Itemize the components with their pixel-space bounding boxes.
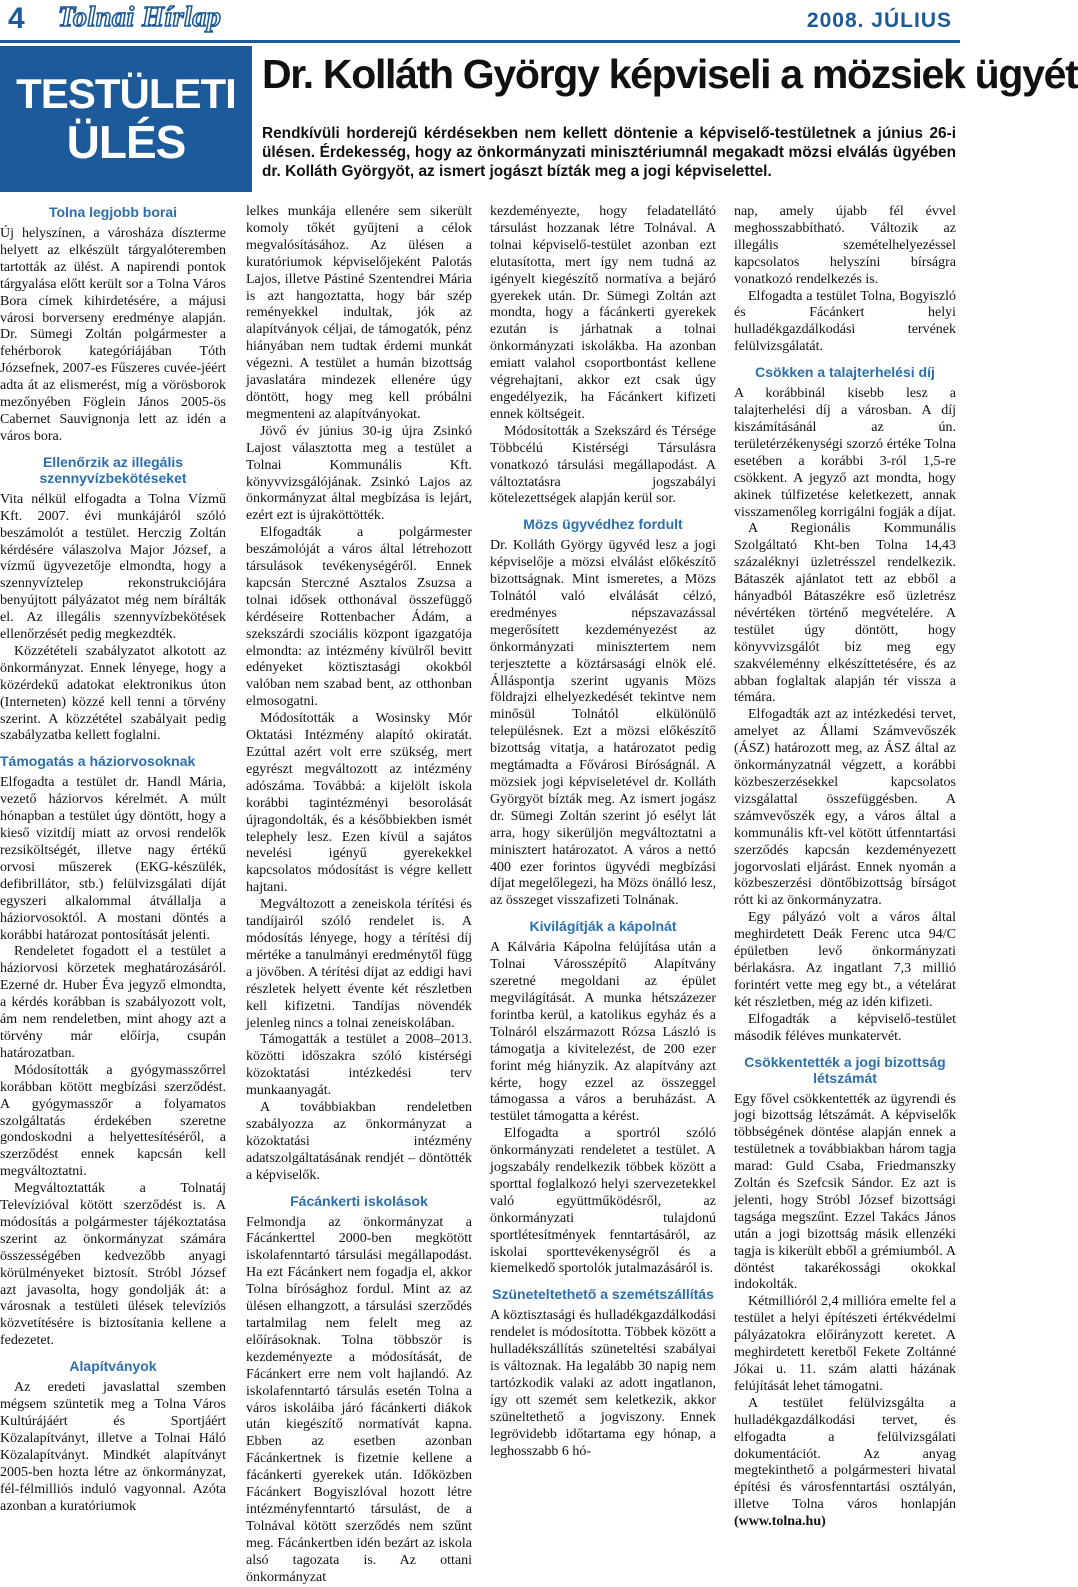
paragraph: A köztisztasági és hulladékgazdálkodási rendelet is módosította. Többek között a hulladékszállítás szüneteltési szabályai is változnak. Ha legalább 30 napig nem tartózkodik valaki az adott ingatlanon, így ott szemét sem keletkezik, akkor szüneltethető a jogviszony. Ennek legrövidebb időtartama egy hónap, a leghosszabb 6 hó- bbox=[490, 1308, 716, 1459]
subheading: Szüneteltethető a szemétszállítás bbox=[492, 1286, 714, 1303]
paragraph: Dr. Kolláth György ügyvéd lesz a jogi képviselője a mözsi elválást előkészítő bizottságnak. Mint ismeretes, a Mözs Tolnától való elválását célzó, eredményes népszavazással megerősített kezdeményezést az önkormányzati minisztertem nem terjesztette a köztársasági elnök elé. Álláspontja szerint ugyanis Mözs földrajzi elhelyezkedését tekintve nem minősül Tolnától elkülönülő településnek. Ezt a mözsi előkészítő bizottság vitatja, a határozatot pedig megtámadta a Fővárosi Bíróságnál. A mözsiek jogi képviseletével dr. Kolláth Györgyöt bízták meg. Az ismert jogász dr. Sümegi Zoltán szerint jó esélyt lát arra, hogy sikerüljön megváltoztatni a minisztert határozatot. A város a nettó 400 ezer forintos ügyvédi megbízási díjat megelőlegezi, ha Mözs önálló lesz, az összeget visszafizeti Tolnának. bbox=[490, 538, 716, 909]
website-url[interactable]: (www.tolna.hu) bbox=[734, 1514, 826, 1530]
paragraph: Módosították a Wosinsky Mór Oktatási Intézmény alapító okiratát. Ezúttal azért volt erre szükség, mert egyrészt megváltozott az intézmény adószáma. Továbbá: a kijelölt iskola korábbi tagintézményi besorolását újragondolták, és a későbbiekben ismét telephely lesz. Ezen kívül a sajátos nevelési igényű gyerekekkel kapcsolatos módosítást is végre kellett hajtani. bbox=[246, 711, 472, 896]
header-rule bbox=[0, 40, 960, 43]
article-lead: Rendkívüli horderejű kérdésekben nem kellett döntenie a képviselő-testületnek a június 26-i ülésen. Érdekesség, hogy az önkormányzati minisztériumnál megakadt mözsi elválás ügyében dr. Kolláth Györgyöt, az ismert jogászt bízták meg a jogi képviselettel. bbox=[262, 125, 956, 180]
page-header bbox=[0, 0, 960, 42]
paragraph: Közzétételi szabályzatot alkotott az önkormányzat. Ennek lényege, hogy a közérdekű adatokat elektronikus úton (Interneten) közzé kell tenni a törvény szerint. A közzététel szabályait pedig szabályzatba kellett foglalni. bbox=[0, 643, 226, 744]
subheading: Csökkentették a jogi bizottság létszámát bbox=[744, 1053, 946, 1086]
paragraph: Elfogadta a testület dr. Handl Mária, vezető háziorvos kérelmét. A múlt hónapban a testület úgy döntött, hogy a kieső vizitdíj miatt az orvosi rendelők rezsiköltségét, illetve nagy értékű orvosi műszerek (EKG-készülék, defibrillátor, stb.) felülvizsgálati díját egyszeri alkalommal átvállalja a háziorvosoktól. A mostani döntés a korábbi határozat pontosítását jelenti. bbox=[0, 775, 226, 943]
section-label-line2: ÜLÉS bbox=[66, 116, 186, 168]
paragraph: Egy fővel csökkentették az ügyrendi és jogi bizottság létszámát. A képviselők többségének döntése alapján ennek a testületnek a továbbiakban három tagja marad: Guld Csaba, Friedmanszky Zoltán és Szefcsik Sándor. Ez azt is jelenti, hogy Stróbl József bizottsági tagsága megszűnt. Ezzel Takács János után a jogi bizottság másik ellenzéki tagja is kikerült ebből a grémiumból. A döntést takarékossági okokkal indokolták. bbox=[734, 1091, 956, 1293]
subheading: Támogatás a háziorvosoknak bbox=[0, 753, 196, 770]
paragraph: Megváltozott a zeneiskola térítési és tandíjairól szóló rendelet is. A módosítás lényege, hogy a térítési díj mértéke a tanulmányi eredménytől függ a jövőben. A térítési díjat az eddigi havi részletek helyett évente két részletben kell kifizetni. Tandíjas növendék jelenleg nincs a tolnai zeneiskolában. bbox=[246, 897, 472, 1031]
paragraph: Módosították a Szekszárd és Térsége Többcélú Kistérségi Társulásra vonatkozó társulási megállapodást. A változtatásra jogszabályi kötelezettségek alapján kerül sor. bbox=[490, 423, 716, 507]
column-2 bbox=[246, 204, 472, 1585]
paragraph: Vita nélkül elfogadta a Tolna Vízmű Kft. 2007. évi munkájáról szóló beszámolót a testület. Herczig Zoltán kérdésére válaszolva Major József, a vízmű ügyvezetője elmondta, hogy a szennyvíztelep rekonstrukciójára benyújtott pályázatot még nem bírálták el. Az illegális szennyvízbekötések ellenőrzését pedig megkezdték. bbox=[0, 491, 226, 643]
paragraph: Támogatták a testület a 2008–2013. közötti időszakra szóló kistérségi közoktatási intézkedési terv munkaanyagát. bbox=[246, 1032, 472, 1099]
paragraph: Kétmillióról 2,4 millióra emelte fel a testület a helyi építészeti értékvédelmi pályázatokra előirányzott keretet. A meghirdetett keretből Fekete Zoltánné Jókai u. 11. szám alatti házának felújítását lehet támogatni. bbox=[734, 1294, 956, 1394]
paragraph: Új helyszínen, a városháza díszterme helyett az elkészült tárgyalóteremben tartották az ülést. A napirendi pontok tárgyalása előtt került sor a Tolna Város Bora címek kihirdetésére, a májusi városi borverseny eredménye alapján. Dr. Sümegi Zoltán polgármester a fehérborok kategóriájában Tóth Józsefnek, 2007-es Fűszeres cuvée-jéért adta át az elismerést, míg a vörösborok mezőnyében Föglein János 2005-ös Cabernet Sauvignonja lett az idén a város bora. bbox=[0, 226, 226, 444]
section-label bbox=[0, 46, 252, 192]
subheading: Csökken a talajterhelési díj bbox=[755, 364, 935, 381]
subheading: Tolna legjobb borai bbox=[48, 204, 178, 220]
subheading: Mözs ügyvédhez fordult bbox=[523, 516, 683, 533]
paragraph: Elfogadták a képviselő-testület második féléves munkatervét. bbox=[734, 1011, 956, 1044]
subheading: Kivilágítják a kápolnát bbox=[529, 918, 677, 935]
paragraph: A Kálvária Kápolna felújítása után a Tolnai Városszépítő Alapítvány szeretné megoldani az épület megvilágítását. A munka hétszázezer forintba kerül, a katolikus egyház és a Tolnáról elszármazott Rózsa László is támogatja a kivitelezést, de 200 ezer forint még hiányzik. Az alapítvány azt kérte, hogy ezzel az összeggel támogassa a város a beruházást. A testület támogatta a kérést. bbox=[490, 940, 716, 1125]
masthead-logo: Tolnai Hírlap bbox=[58, 2, 222, 33]
paragraph: Felmondja az önkormányzat a Fácánkerttel 2000-ben megkötött iskolafenntartó társulási megállapodást. Ha ezt Fácánkert nem fogadja el, akkor Tolna bírósághoz fordul. Mint az az ülésen elhangzott, a társulási szerződés tartalmilag nem felelt meg az előírásoknak. Tolna többször is kezdeményezte a módosítását, de Fácánkert erre nem volt hajlandó. Az iskolafenntartó társulás esetén Tolna a város iskoláiba járó fácánkerti diákok után kiegészítő normatívát kapna. Ebben az esetben azonban Fácánkertnek is fizetnie kellene a fácánkerti gyerekek után. Időközben Fácánkert Bogyiszlóval hozott létre intézményfenntartó társulást, de a Tolnával kötött szerződés nem szűnt meg. Fácánkertben idén bezárt az iskola alsó tagozata is. Az ottani önkormányzat bbox=[246, 1214, 472, 1585]
subheading: Ellenőrzik az illegális szennyvízbekötéseket bbox=[39, 453, 187, 486]
paragraph: Módosították a gyógymasszőrrel korábban kötött megbízási szerződést. A gyógymasszőr a folyamatos szolgáltatás érdekében szeretne gondoskodni a helyettesítéséről, a szerződést ennek kapcsán kell megváltoztatni. bbox=[0, 1062, 226, 1180]
paragraph: Elfogadta a testület Tolna, Bogyiszló és Fácánkert helyi hulladékgazdálkodási tervének felülvizsgálatát. bbox=[734, 288, 956, 355]
paragraph-text: A testület felülvizsgálta a hulladékgazdálkodási tervet, és elfogadta a felülvizsgálati dokumentációt. Az anyag megtekinthető a polgármesteri hivatal építési és városfenntartási osztályán, illetve Tolna város honlapján bbox=[734, 1395, 956, 1513]
section-label-line1: TESTÜLETI bbox=[16, 70, 236, 117]
paragraph: Megváltoztatták a Tolnatáj Televízióval kötött szerződést is. A módosítás a polgármester tájékoztatása szerint az önkormányzat számára összességében kedvezőbb anyagi körülményeket biztosít. Stróbl József azt javasolta, hogy gondolják át: a városnak a testületi ülések televíziós közvetítésére is biztosítania kellene a fedezetet. bbox=[0, 1181, 226, 1349]
paragraph: nap, amely újabb fél évvel meghosszabbítható. Változik az illegális szemételhelyezéssel kapcsolatos helyszíni bírságra vonatkozó rendelkezés is. bbox=[734, 204, 956, 287]
page-number: 4 bbox=[8, 2, 25, 35]
paragraph: lelkes munkája ellenére sem sikerült komoly tőkét gyűjteni a célok megvalósításához. Az ülésen a kuratóriumok képviselőjeként Palotás Lajos, illetve Pástiné Szentendrei Mária is azt hangoztatta, hogy bár szép reményekkel indultak, jók az alapítványok céljai, de támogatók, pénz hiányában nem tudtak érdemi munkát végezni. A testület a humán bizottság javaslatára mindezek ellenére úgy döntött, hogy meg kell próbálni megmenteni az alapítványokat. bbox=[246, 204, 472, 422]
paragraph: Elfogadták a polgármester beszámolóját a város által létrehozott társulások tevékenységéről. Ennek kapcsán Sterczné Asztalos Zsuzsa a tolnai idősek otthonával összefüggő kérdéseire Rottenbacher Ádám, a szekszárdi szociális központ igazgatója elmondta: az intézmény kívülről bevitt edényeket köztisztasági okokból valóban nem szabad bent, az otthonban elmosogatni. bbox=[246, 525, 472, 710]
paragraph: A korábbinál kisebb lesz a talajterhelési díj a városban. A díj kiszámításánál az ún. területérzékenységi szorzó értéke Tolna esetében a korábbi 3-ról 1,5-re csökkent. A jegyző azt mondta, hogy akinek túlfizetése keletkezett, annak visszamenőleg korrigálni fogják a díjat. bbox=[734, 386, 956, 520]
paragraph: A Regionális Kommunális Szolgáltató Kht-ben Tolna 14,43 százaléknyi üzletrésszel rendelkezik. Bátaszék ajánlatot tett az ebből a hányadból Bátaszékre eső üzletrész névértéken történő megvételére. A testület úgy döntött, hogy könyvvizsgálót bíz meg egy szakvéleménny elkészíttetésére, és az abban foglaltak alapján tér vissza a témára. bbox=[734, 521, 956, 706]
paragraph: A továbbiakban rendeletben szabályozza az önkormányzat a közoktatási intézmény adatszolgáltatásának rendjét – döntötték a képviselők. bbox=[246, 1100, 472, 1183]
paragraph: Egy pályázó volt a város által meghirdetett Deák Ferenc utca 94/C épületben levő önkormányzati bérlakásra. Az ingatlant 7,3 millió forintért vette meg egy bt., a vételárat két részletben, még az idén kifizeti. bbox=[734, 910, 956, 1010]
paragraph bbox=[734, 1396, 956, 1531]
column-4 bbox=[734, 204, 956, 1530]
column-3 bbox=[490, 204, 716, 1459]
paragraph: Elfogadta a sportról szóló önkormányzati rendeletet a testület. A jogszabály rendelkezik többek között a sporttal foglalkozó helyi szervezetekkel való együttműködésről, az önkormányzati tulajdonú sportlétesítmények fenntartásáról, az iskolai sporttevékenységről és a kiemelkedő sportolók jutalmazásáról is. bbox=[490, 1126, 716, 1277]
paragraph: Rendeletet fogadott el a testület a háziorvosi körzetek meghatározásáról. Ezerné dr. Huber Éva jegyző elmondta, a kérdés korábban is szabályozott volt, ám nem rendeletben, mint ahogy azt a törvény már előírja, csupán határozatban. bbox=[0, 944, 226, 1061]
subheading: Fácánkerti iskolások bbox=[290, 1192, 428, 1209]
paragraph: Jövő év június 30-ig újra Zsinkó Lajost választotta meg a testület a Tolnai Kommunális Kft. könyvvizsgálójának. Zsinkó Lajos az önkormányzat által megbízása is lejárt, ezért ezt is újraköttötték. bbox=[246, 423, 472, 524]
issue-date: 2008. JÚLIUS bbox=[806, 9, 952, 32]
paragraph: kezdeményezte, hogy feladatellátó társulást hozzanak létre Tolnával. A tolnai képviselő-testület azonban ezt elutasította, mert így nem tudná az igényelt kiegészítő normatíva a bejáró gyerekek után. Dr. Sümegi Zoltán azt mondta, hogy a fácánkerti gyerekek ezután is járhatnak a tolnai önkormányzati iskolákba. Ha azonban emiatt valahol csoportbontást kellene végrehajtani, akkor ezt csak úgy engedélyezik, ha Fácánkert kifizeti ennek költségeit. bbox=[490, 204, 716, 422]
article-headline: Dr. Kolláth György képviseli a mözsiek ügyét bbox=[262, 51, 1078, 97]
paragraph: Elfogadták azt az intézkedési tervet, amelyet az Állami Számvevőszék (ÁSZ) határozott meg, az ÁSZ által az önkormányzatnál végzett, a korábbi közbeszerzésekkel kapcsolatos vizsgálattal összefüggésben. A számvevőszék egy, a város által a kommunális kft-vel kötött útfenntartási szerződés kapcsán kezdeményezett jogorvoslati eljárást. Ennek nyomán a közbeszerzési döntőbizottság bírságot rótt ki az önkormányzatra. bbox=[734, 707, 956, 909]
subheading: Alapítványok bbox=[69, 1358, 157, 1375]
column-1 bbox=[0, 204, 226, 1514]
paragraph: Az eredeti javaslattal szemben mégsem szüntetik meg a Tolna Város Kultúrájáért és Sportjáért Közalapítványt, illetve a Tolnai Háló Közalapítványt. Mindkét alapítványt 2005-ben hozta létre az önkormányzat, fél-félmilliós induló vagyonnal. Azóta azonban a kuratóriumok bbox=[0, 1380, 226, 1514]
